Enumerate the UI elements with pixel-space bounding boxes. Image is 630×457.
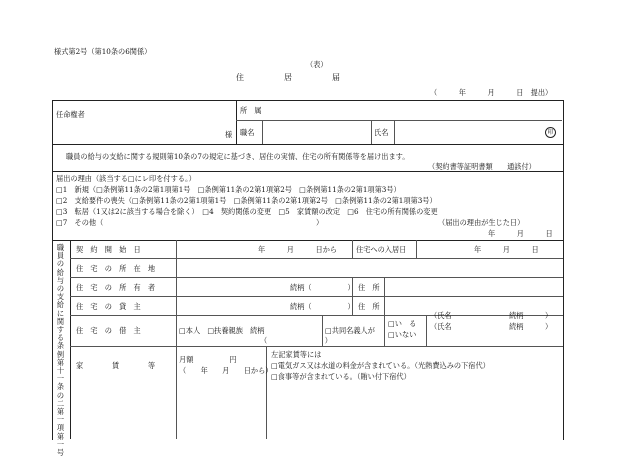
lessee-relation-paren[interactable]: （ ） (260, 336, 332, 345)
co-borrower-name-1[interactable]: （氏名 続柄 ） (430, 311, 553, 320)
contract-divider-1 (352, 240, 353, 258)
row-line-3 (70, 296, 563, 297)
lessee-divider-3 (426, 315, 427, 346)
move-in-date[interactable]: 年 月 日 (474, 245, 539, 254)
row-line-1 (70, 258, 563, 259)
job-title-field[interactable] (264, 122, 369, 142)
page-side-label: （表） (306, 60, 328, 69)
rent-note-utilities[interactable]: □電気ガス又は水道の料金が含まれている。（光熱費込みの下宿代） (271, 361, 490, 370)
jobtitle-divider (262, 120, 263, 144)
job-title-label: 職名 (240, 128, 255, 137)
owner-residence-label: 住 所 (358, 283, 380, 292)
name-field[interactable] (396, 122, 541, 142)
co-borrower-exists[interactable]: □い る (388, 319, 417, 328)
reason-option-new[interactable]: □1 新規（□条例第11条の2第1項第1号 □条例第11条の2第1項第2号 □条例第11条の2第1項第3号） (56, 185, 401, 194)
form-number: 様式第2号（第10条の6関係） (54, 47, 152, 56)
reason-option-other[interactable]: □7 その他（ (56, 218, 104, 227)
name-label: 氏名 (374, 128, 389, 137)
affiliation-field[interactable] (268, 102, 558, 118)
rent-monthly-amount[interactable]: 月額 円 (179, 355, 237, 364)
co-borrower-checkbox[interactable]: □共同名義人が (325, 326, 375, 335)
row-line-2 (70, 277, 563, 278)
co-borrower-name-2[interactable]: （氏名 続柄 ） (430, 322, 553, 331)
reason-option-loss[interactable]: □2 支給要件の喪失（□条例第11条の2第1項第1号 □条例第11条の2第1項第2号 □条例第11条の2第1項第3号） (56, 196, 437, 205)
owner-label: 住 宅 の 所 有 者 (76, 283, 156, 292)
lessee-divider-2 (384, 315, 385, 346)
lessee-options[interactable]: □本人 □扶養親族 続柄 (179, 326, 265, 335)
contract-start-date[interactable]: 年 月 日から (258, 245, 338, 254)
reason-option-other-close: ） (316, 218, 324, 227)
move-in-label: 住宅への入居日 (356, 245, 407, 254)
rent-divider (266, 346, 267, 439)
row-line-5 (70, 346, 563, 347)
lessor-label: 住 宅 の 貸 主 (76, 302, 141, 311)
rent-note-meals[interactable]: □食事等が含まれている。（賄い付下宿代） (271, 372, 411, 381)
lessee-label: 住 宅 の 借 主 (76, 326, 141, 335)
contract-start-label: 契 約 開 始 日 (76, 245, 141, 254)
reasons-bottom-line (52, 240, 563, 241)
attachment-note: （契約書等証明書類 通該付） (428, 162, 536, 171)
affiliation-label: 所 属 (240, 106, 262, 115)
reason-heading: 届出の理由（該当する□にレ印を付する。） (56, 174, 196, 183)
seal-mark-icon: 印 (545, 127, 556, 138)
rent-start-date[interactable]: （ 年 月 日から） (179, 366, 273, 375)
lessor-relation[interactable]: 続柄（ ） (290, 302, 355, 311)
applicant-bottom-line (52, 144, 563, 145)
reason-option-move[interactable]: □3 転居（1又は2に該当する場合を除く） □4 契約関係の変更 □5 家賃額の改定 □6 住宅の所有関係の変更 (56, 207, 438, 216)
applicant-divider (236, 100, 237, 144)
owner-divider-2 (384, 277, 385, 315)
applicant-row-divider (236, 120, 562, 121)
reason-occurred-date[interactable]: 年 月 日 (488, 229, 553, 238)
address-field[interactable] (178, 260, 560, 275)
rent-note-title: 左記家賃等には (271, 350, 322, 359)
lessor-residence-label: 住 所 (358, 302, 380, 311)
notice-bottom-line (52, 171, 563, 172)
section-vertical-label: 職員の給与の支給に関する条例第十一条の二第一項第一号 (56, 243, 65, 457)
name-divider-left (371, 120, 372, 144)
submission-date: （ 年 月 日 提出） (430, 88, 553, 97)
notice-statement: 職員の給与の支給に関する規則第10条の7の規定に基づき、居住の実情、住宅の所有関係等を届け出ます。 (66, 152, 410, 161)
reason-occurred-label: （届出の理由が生じた日） (438, 218, 525, 227)
address-label: 住 宅 の 所 在 地 (76, 264, 156, 273)
co-borrower-not-exists[interactable]: □いない (388, 330, 417, 339)
appointer-label: 任命権者 (56, 110, 85, 119)
contract-divider-2 (416, 240, 417, 258)
label-column-divider (176, 240, 177, 439)
rent-label: 家 賃 等 (76, 361, 156, 370)
section-label-divider (70, 240, 71, 439)
owner-relation[interactable]: 続柄（ ） (290, 283, 355, 292)
name-divider-right (394, 120, 395, 144)
honorific-label: 様 (225, 130, 233, 139)
document-title: 住 居 届 (236, 73, 340, 82)
